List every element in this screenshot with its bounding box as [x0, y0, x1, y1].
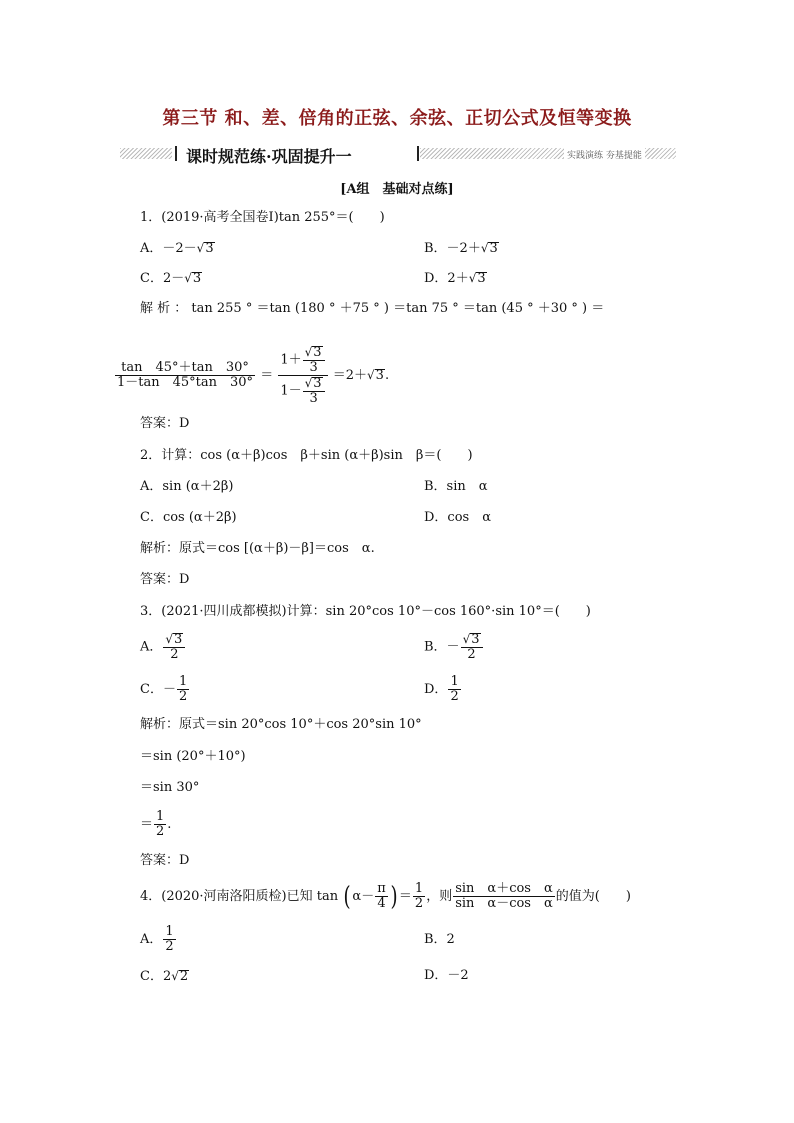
q4-stem-end: 的值为( )	[555, 889, 631, 904]
q3-option-d-num: 1	[450, 674, 459, 689]
q3-option-b-num	[461, 632, 483, 648]
q1-option-a	[140, 240, 215, 257]
q4-stem-pre: 4．(2020·河南洛阳质检)已知 tan	[140, 889, 339, 904]
q3-sol4-end: .	[167, 817, 172, 832]
sqrt-sign: √	[196, 241, 205, 255]
q2-option-b: B．sin α	[424, 479, 488, 494]
q4-option-c-text: C．2	[140, 969, 172, 984]
q3-option-c-num: 1	[178, 674, 188, 689]
section-title: 第三节 和、差、倍角的正弦、余弦、正切公式及恒等变换	[162, 108, 632, 129]
banner-title: 课时规范练·巩固提升一	[186, 147, 352, 166]
q1-one-plus: 1＋	[280, 352, 302, 368]
q3-option-b-frac	[461, 632, 483, 662]
q1-tan-fraction-den: 1－tan 45°tan 30°	[117, 375, 254, 390]
q4-option-c-radicand: 2	[179, 969, 189, 984]
q3-option-b-label: B．－	[424, 639, 460, 655]
q1-inner-frac-top	[303, 345, 325, 375]
sqrt-sign: √	[171, 969, 179, 983]
q4-option-a-frac	[163, 925, 175, 954]
q3-sol4-den: 2	[156, 824, 165, 839]
q1-sqrt-fraction-num	[278, 345, 327, 376]
q3-option-d	[424, 675, 462, 704]
q1-option-a-text: A．－2－	[140, 241, 197, 256]
q3-option-c	[140, 675, 190, 704]
q1-option-c-radicand: 3	[192, 271, 202, 286]
sqrt-sign: √	[304, 376, 313, 390]
banner-bar-right	[417, 146, 419, 161]
q4-then: ，则	[426, 889, 453, 904]
q1-inner-bottom-radicand: 3	[313, 376, 322, 391]
q3-option-a-den: 2	[170, 647, 179, 662]
q2-option-a: A．sin (α＋2β)	[140, 479, 234, 494]
q3-option-a	[140, 632, 186, 662]
q2-stem: 2．计算：cos (α＋β)cos β＋sin (α＋β)sin β＝( )	[140, 448, 473, 463]
q1-option-d-text: D．2＋	[424, 271, 469, 286]
q1-inner-top-radicand: 3	[313, 345, 322, 360]
q1-stem: 1．(2019·高考全国卷Ⅰ)tan 255°＝( )	[140, 210, 385, 225]
q3-option-c-frac	[177, 675, 189, 704]
q2-solution: 解析：原式＝cos [(α＋β)－β]＝cos α.	[140, 541, 375, 556]
q1-option-b-text: B．－2＋	[424, 241, 481, 256]
q4-half-den: 2	[414, 896, 424, 911]
group-title: [A组 基础对点练]	[340, 182, 454, 197]
q1-inner-top-den: 3	[309, 360, 318, 375]
q4-alpha-minus: α－	[352, 889, 375, 904]
q4-four: 4	[377, 896, 386, 911]
q4-ratio-frac	[453, 882, 555, 911]
q4-option-b: B．2	[424, 932, 455, 947]
q3-option-c-den: 2	[178, 689, 188, 704]
q1-option-b	[424, 240, 499, 257]
q4-half-frac	[413, 882, 425, 911]
q3-solution-line3: ＝sin 30°	[140, 780, 200, 795]
q3-sol4-frac	[154, 810, 166, 839]
q1-option-a-radicand: 3	[205, 241, 214, 256]
banner-bar-left	[175, 146, 177, 161]
q3-sol4-num: 1	[156, 809, 165, 824]
q1-inner-frac-bottom	[303, 376, 325, 406]
q4-option-a-label: A．	[140, 932, 163, 947]
q3-option-b-den: 2	[467, 647, 476, 662]
q1-option-d	[424, 270, 487, 287]
q4-option-a	[140, 925, 177, 954]
q1-answer: 答案：D	[140, 416, 190, 431]
q3-option-d-den: 2	[450, 689, 459, 704]
q1-option-c	[140, 270, 202, 287]
q1-inner-bottom-num	[303, 376, 325, 392]
q3-option-a-frac	[163, 632, 185, 662]
q4-option-a-num: 1	[165, 924, 174, 939]
q4-eq: ＝	[398, 889, 412, 904]
sqrt-sign: √	[304, 345, 313, 359]
q1-sqrt-fraction	[278, 345, 327, 406]
q3-option-a-num	[163, 632, 185, 648]
q4-option-a-den: 2	[165, 939, 174, 954]
q4-pi: π	[377, 881, 386, 896]
q4-ratio-den: sin α－cos α	[455, 896, 553, 911]
q1-sqrt-fraction-den	[278, 376, 327, 406]
q4-option-c	[140, 968, 189, 985]
q4-paren-open: (	[343, 881, 351, 912]
q1-result-radicand: 3	[375, 368, 384, 383]
q3-option-b	[424, 632, 484, 662]
q1-equals: ＝	[260, 368, 274, 383]
practice-banner	[120, 145, 676, 166]
q3-stem: 3．(2021·四川成都模拟)计算：sin 20°cos 10°－cos 160°·sin 10°＝( )	[140, 604, 591, 619]
q3-solution-line1: 解析：原式＝sin 20°cos 10°＋cos 20°sin 10°	[140, 717, 422, 732]
q1-option-d-radicand: 3	[477, 271, 486, 286]
sqrt-sign: √	[165, 632, 174, 646]
q3-option-c-label: C．－	[140, 682, 176, 697]
q4-pi-frac	[375, 882, 388, 911]
q1-solution-line1: 解 析 ： tan 255 ° ＝tan (180 ° ＋75 ° ) ＝tan 75 ° ＝tan (45 ° ＋30 ° ) ＝	[140, 301, 605, 316]
q3-answer: 答案：D	[140, 853, 190, 868]
q1-period: .	[384, 368, 390, 383]
banner-hatch-left	[120, 148, 172, 159]
q2-option-c: C．cos (α＋2β)	[140, 510, 237, 525]
q1-option-b-radicand: 3	[489, 241, 498, 256]
q3-solution-line2: ＝sin (20°＋10°)	[140, 749, 246, 764]
q1-inner-top-num	[303, 345, 325, 361]
q4-ratio-num: sin α＋cos α	[455, 881, 553, 896]
q2-answer: 答案：D	[140, 572, 190, 587]
sqrt-sign: √	[462, 632, 471, 646]
banner-tag: 实践演练 夯基提能	[564, 148, 645, 161]
q3-option-a-label: A．	[140, 639, 163, 655]
sqrt-sign: √	[468, 271, 477, 285]
sqrt-sign: √	[367, 368, 375, 382]
q1-result: ＝2＋	[332, 368, 367, 383]
q4-option-d: D．－2	[424, 968, 469, 983]
q1-one-minus: 1－	[280, 383, 302, 399]
q4-paren-close: )	[390, 881, 398, 912]
sqrt-sign: √	[480, 241, 489, 255]
q3-solution-line4	[140, 810, 171, 839]
q1-tan-fraction	[115, 361, 255, 390]
q4-stem	[140, 882, 631, 911]
sqrt-sign: √	[184, 271, 192, 285]
q3-option-d-frac	[448, 675, 460, 704]
q3-option-d-label: D．	[424, 682, 448, 697]
q2-option-d: D．cos α	[424, 510, 491, 525]
q1-tan-fraction-num: tan 45°＋tan 30°	[115, 361, 255, 376]
q3-option-b-radicand: 3	[471, 632, 480, 647]
q1-solution-line2	[114, 345, 389, 406]
q4-half-num: 1	[414, 881, 424, 896]
q1-option-c-text: C．2－	[140, 271, 185, 286]
q1-inner-bottom-den: 3	[309, 391, 318, 406]
q3-option-a-radicand: 3	[174, 632, 183, 647]
q3-sol4-eq: ＝	[140, 817, 154, 832]
